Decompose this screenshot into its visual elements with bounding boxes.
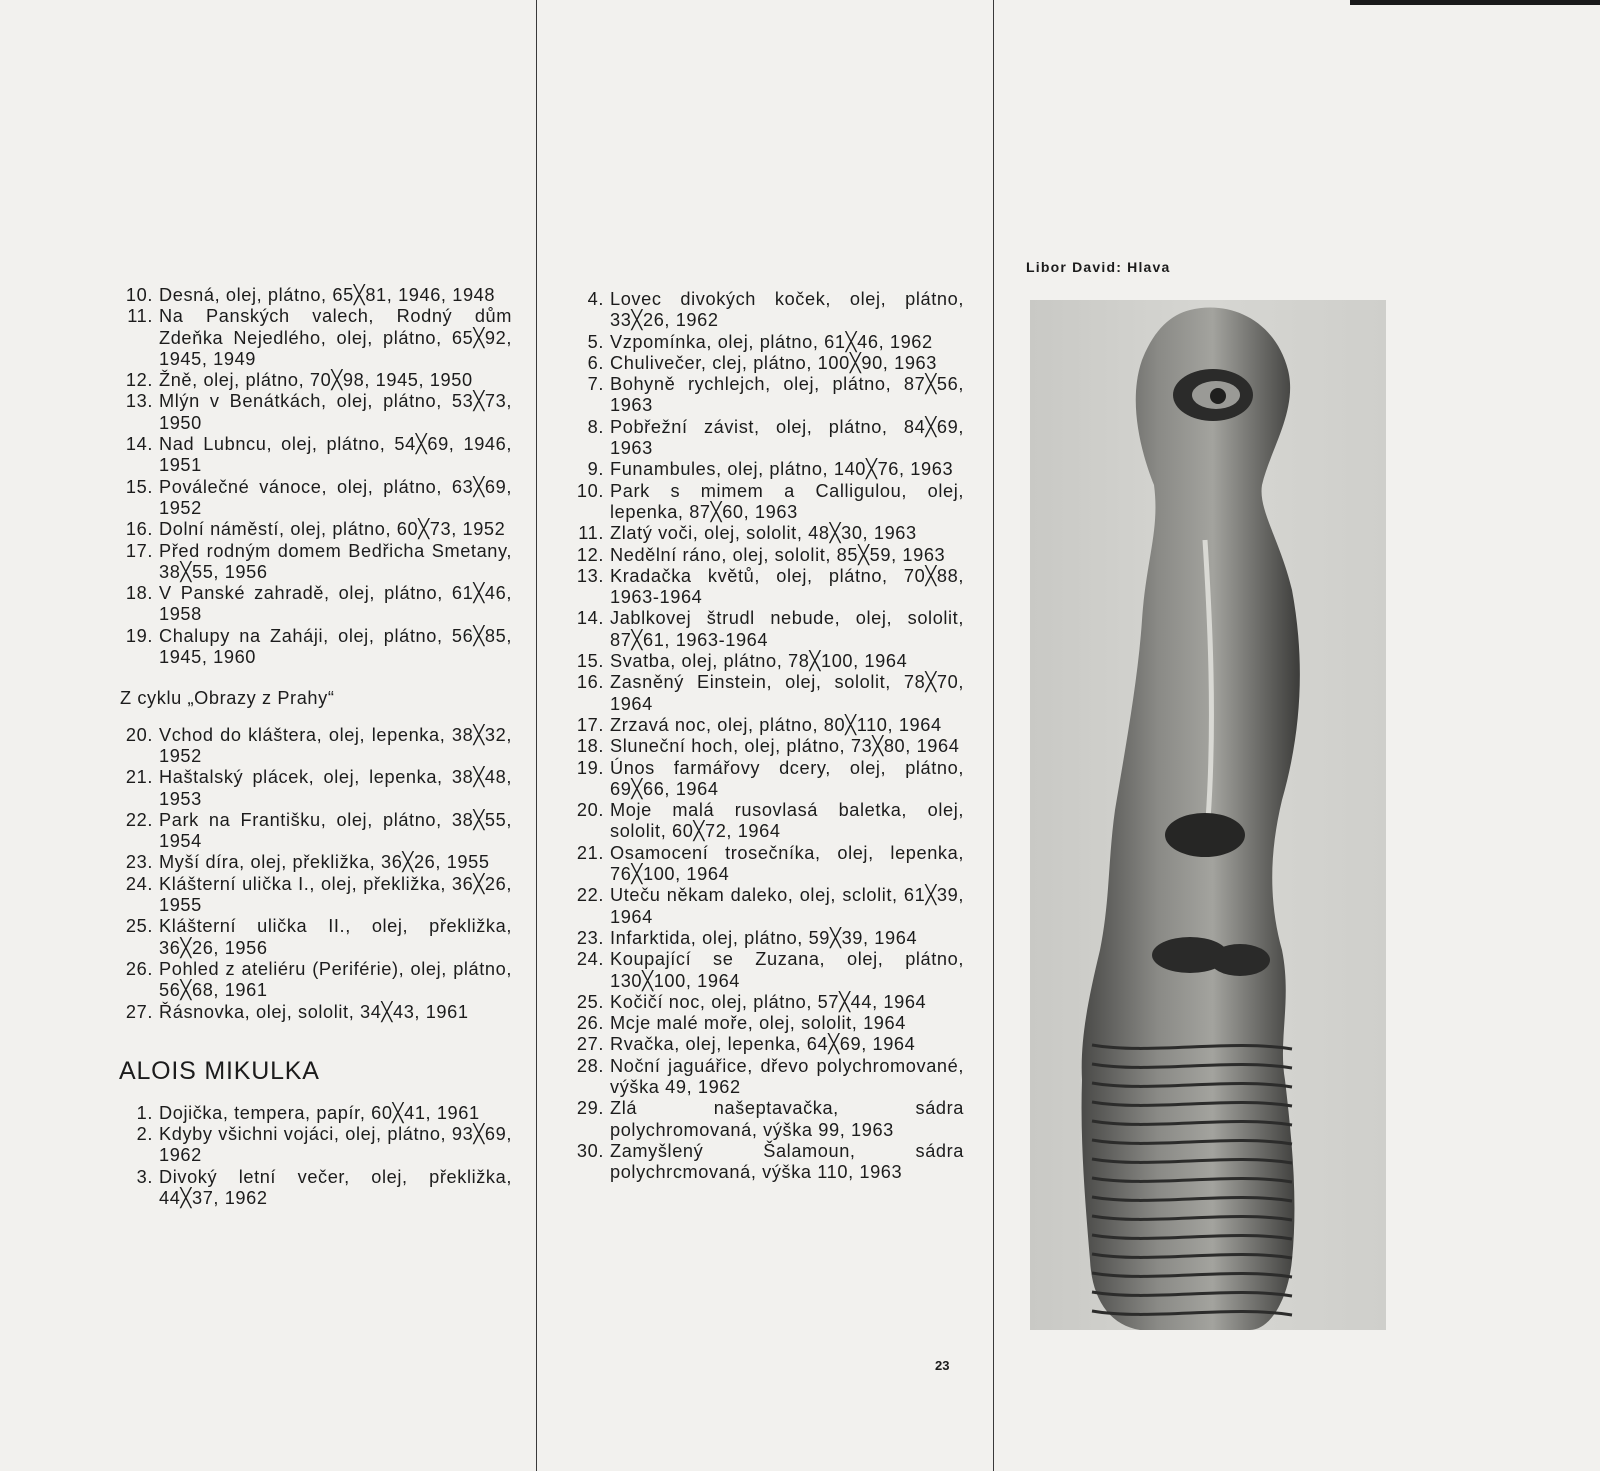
entry-number: 9. (587, 459, 604, 480)
entry-text: Zasněný Einstein, olej, sololit, 78╳70, 1964 (610, 672, 964, 714)
entry-text: Osamocení trosečníka, olej, lepenka, 76╳100, 1964 (610, 842, 964, 885)
catalog-entry (568, 651, 964, 672)
entry-number: 24. (576, 949, 604, 970)
catalog-entry (117, 916, 512, 959)
entry-text: Vzpomínka, olej, plátno, 61╳46, 1962 (610, 331, 933, 352)
entry-text: Moje malá rusovlasá baletka, olej, sololit, 60╳72, 1964 (610, 800, 964, 842)
entry-text: Funambules, olej, plátno, 140╳76, 1963 (610, 459, 954, 480)
entry-number: 18. (125, 583, 153, 604)
entry-number: 25. (576, 991, 604, 1012)
catalog-entry (117, 626, 512, 669)
entry-number: 2. (136, 1124, 153, 1145)
entry-number: 19. (576, 757, 604, 778)
entry-number: 26. (125, 958, 153, 979)
catalog-entry (117, 391, 512, 434)
cycle-heading: Z cyklu „Obrazy z Prahy“ (120, 688, 335, 709)
catalog-entry (117, 852, 512, 873)
entry-number: 23. (125, 852, 153, 873)
entry-text: Kdyby všichni vojáci, olej, plátno, 93╳69, 1962 (159, 1124, 512, 1166)
entry-text: Noční jaguářice, dřevo polychromované, výška 49, 1962 (610, 1055, 964, 1097)
entry-text: Před rodným domem Bedřicha Smetany, 38╳55, 1956 (159, 540, 512, 582)
catalog-entry (568, 800, 964, 843)
catalog-entry (568, 928, 964, 949)
entry-number: 14. (125, 434, 153, 455)
catalog-entry (117, 959, 512, 1002)
entry-text: Řásnovka, olej, sololit, 34╳43, 1961 (159, 1001, 469, 1022)
entry-number: 25. (125, 916, 153, 937)
entry-number: 1. (136, 1102, 153, 1123)
entry-number: 28. (576, 1055, 604, 1076)
entry-number: 23. (576, 927, 604, 948)
catalog-entry (117, 725, 512, 768)
entry-number: 11. (127, 306, 153, 327)
entry-number: 5. (587, 331, 604, 352)
entry-list-b (117, 725, 512, 1023)
catalog-entry (568, 1013, 964, 1034)
entry-text: Dolní náměstí, olej, plátno, 60╳73, 1952 (159, 519, 506, 540)
entry-text: Zrzavá noc, olej, plátno, 80╳110, 1964 (610, 714, 942, 735)
catalog-entry (117, 1103, 512, 1124)
entry-text: Pohled z ateliéru (Periférie), olej, plátno, 56╳68, 1961 (159, 958, 512, 1001)
catalog-entry (568, 417, 964, 460)
entry-text: Pobřežní závist, olej, plátno, 84╳69, 1963 (610, 416, 964, 459)
entry-text: Svatba, olej, plátno, 78╳100, 1964 (610, 651, 908, 672)
catalog-entry (117, 810, 512, 853)
entry-number: 17. (125, 540, 153, 561)
entry-number: 19. (125, 625, 153, 646)
catalog-entry (568, 715, 964, 736)
entry-number: 6. (587, 352, 604, 373)
entry-text: Chulivečer, clej, plátno, 100╳90, 1963 (610, 352, 937, 373)
catalog-entry (568, 374, 964, 417)
entry-number: 30. (576, 1140, 604, 1161)
entry-text: Klášterní ulička II., olej, překližka, 36╳26, 1956 (159, 916, 512, 958)
entry-number: 21. (576, 842, 604, 863)
catalog-entry (568, 949, 964, 992)
entry-number: 12. (576, 544, 604, 565)
catalog-entry (568, 459, 964, 480)
entry-number: 16. (576, 672, 604, 693)
entry-number: 4. (587, 289, 604, 309)
catalog-entry (117, 874, 512, 917)
entry-text: Na Panských valech, Rodný dům Zdeňka Nejedlého, olej, plátno, 65╳92, 1945, 1949 (159, 306, 512, 369)
entry-number: 14. (576, 608, 604, 629)
entry-number: 18. (576, 736, 604, 757)
catalog-entry (568, 1056, 964, 1099)
entry-list-c (117, 1103, 512, 1209)
entry-text: Bohyně rychlejch, olej, plátno, 87╳56, 1963 (610, 374, 964, 416)
entry-text: Klášterní ulička I., olej, překližka, 36╳26, 1955 (159, 873, 512, 916)
entry-number: 22. (125, 809, 153, 830)
entry-number: 12. (125, 370, 153, 391)
catalog-column-middle (568, 289, 964, 1183)
entry-number: 13. (125, 391, 153, 412)
catalog-entry (568, 885, 964, 928)
entry-number: 3. (136, 1166, 153, 1187)
catalog-column-left (117, 285, 512, 1209)
catalog-entry (568, 353, 964, 374)
catalog-entry (117, 583, 512, 626)
catalog-entry (117, 285, 512, 306)
entry-number: 8. (587, 416, 604, 437)
entry-number: 10. (576, 480, 604, 501)
entry-text: Únos farmářovy dcery, olej, plátno, 69╳66, 1964 (610, 757, 964, 799)
page-fold-left (536, 0, 537, 1471)
entry-number: 26. (576, 1013, 604, 1034)
entry-text: Poválečné vánoce, olej, plátno, 63╳69, 1952 (159, 476, 512, 518)
entry-number: 20. (125, 724, 153, 745)
entry-text: Vchod do kláštera, olej, lepenka, 38╳32, 1952 (159, 724, 512, 766)
artist-heading: ALOIS MIKULKA (119, 1056, 320, 1085)
catalog-entry (568, 672, 964, 715)
entry-text: Zamyšlený Šalamoun, sádra polychrcmovaná, výška 110, 1963 (610, 1140, 964, 1183)
entry-text: Kradačka květů, olej, plátno, 70╳88, 1963-1964 (610, 565, 964, 608)
entry-number: 24. (125, 873, 153, 894)
entry-number: 22. (576, 885, 604, 906)
entry-number: 27. (576, 1034, 604, 1055)
entry-number: 29. (576, 1098, 604, 1119)
entry-text: Divoký letní večer, olej, překližka, 44╳37, 1962 (159, 1166, 512, 1208)
page-number: 23 (935, 1358, 950, 1373)
entry-number: 10. (125, 285, 153, 305)
catalog-entry (117, 477, 512, 520)
catalog-entry (568, 992, 964, 1013)
entry-list-d (568, 289, 964, 1183)
entry-text: Koupající se Zuzana, olej, plátno, 130╳100, 1964 (610, 949, 964, 991)
catalog-entry (117, 370, 512, 391)
entry-text: Jablkovej štrudl nebude, olej, sololit, 87╳61, 1963-1964 (610, 608, 964, 650)
entry-text: V Panské zahradě, olej, plátno, 61╳46, 1958 (159, 583, 512, 625)
catalog-entry (568, 736, 964, 757)
catalog-entry (568, 1141, 964, 1184)
catalog-entry (568, 608, 964, 651)
entry-text: Zlatý voči, olej, sololit, 48╳30, 1963 (610, 523, 917, 544)
catalog-entry (568, 481, 964, 524)
catalog-entry (568, 758, 964, 801)
entry-number: 7. (587, 374, 604, 395)
entry-text: Park s mimem a Calligulou, olej, lepenka, 87╳60, 1963 (610, 480, 964, 522)
entry-text: Žně, olej, plátno, 70╳98, 1945, 1950 (159, 370, 473, 391)
catalog-entry (568, 566, 964, 609)
catalog-entry (117, 434, 512, 477)
entry-text: Nedělní ráno, olej, sololit, 85╳59, 1963 (610, 544, 946, 565)
catalog-entry (568, 843, 964, 886)
catalog-entry (117, 1124, 512, 1167)
entry-number: 16. (125, 519, 153, 540)
top-edge-shadow (1350, 0, 1600, 5)
entry-number: 17. (576, 714, 604, 735)
entry-number: 15. (125, 476, 153, 497)
entry-text: Haštalský plácek, olej, lepenka, 38╳48, 1953 (159, 767, 512, 809)
catalog-entry (568, 289, 964, 332)
catalog-entry (568, 1098, 964, 1141)
photo-caption: Libor David: Hlava (1026, 259, 1171, 275)
catalog-entry (117, 767, 512, 810)
catalog-entry (117, 541, 512, 584)
entry-text: Desná, olej, plátno, 65╳81, 1946, 1948 (159, 285, 496, 305)
entry-number: 21. (125, 767, 153, 788)
entry-text: Zlá našeptavačka, sádra polychromovaná, výška 99, 1963 (610, 1098, 964, 1140)
catalog-entry (568, 332, 964, 353)
entry-text: Sluneční hoch, olej, plátno, 73╳80, 1964 (610, 736, 960, 757)
entry-text: Kočičí noc, olej, plátno, 57╳44, 1964 (610, 991, 927, 1012)
entry-number: 27. (125, 1001, 153, 1022)
catalog-entry (568, 523, 964, 544)
entry-text: Mlýn v Benátkách, olej, plátno, 53╳73, 1950 (159, 391, 512, 433)
entry-text: Myší díra, olej, překližka, 36╳26, 1955 (159, 852, 490, 873)
entry-number: 11. (578, 523, 604, 544)
entry-text: Uteču někam daleko, olej, sclolit, 61╳39, 1964 (610, 885, 964, 927)
catalog-entry (117, 519, 512, 540)
entry-number: 20. (576, 800, 604, 821)
catalog-entry (568, 1034, 964, 1055)
page-fold-right (993, 0, 994, 1471)
entry-list-a (117, 285, 512, 668)
entry-text: Nad Lubncu, olej, plátno, 54╳69, 1946, 1951 (159, 434, 512, 476)
entry-text: Park na Františku, olej, plátno, 38╳55, 1954 (159, 809, 512, 852)
entry-text: Dojička, tempera, papír, 60╳41, 1961 (159, 1102, 480, 1123)
catalog-entry (117, 1167, 512, 1210)
entry-text: Chalupy na Zaháji, olej, plátno, 56╳85, 1945, 1960 (159, 625, 512, 668)
sculpture-photo (1030, 300, 1386, 1330)
catalog-entry (568, 545, 964, 566)
entry-text: Mcje malé moře, olej, sololit, 1964 (610, 1013, 906, 1034)
entry-text: Rvačka, olej, lepenka, 64╳69, 1964 (610, 1034, 916, 1055)
entry-number: 13. (576, 565, 604, 586)
catalog-entry (117, 306, 512, 370)
entry-number: 15. (576, 651, 604, 672)
sculpture-head-image (1030, 300, 1386, 1330)
entry-text: Infarktida, olej, plátno, 59╳39, 1964 (610, 927, 918, 948)
entry-text: Lovec divokých koček, olej, plátno, 33╳26, 1962 (610, 289, 964, 331)
catalog-entry (117, 1002, 512, 1023)
